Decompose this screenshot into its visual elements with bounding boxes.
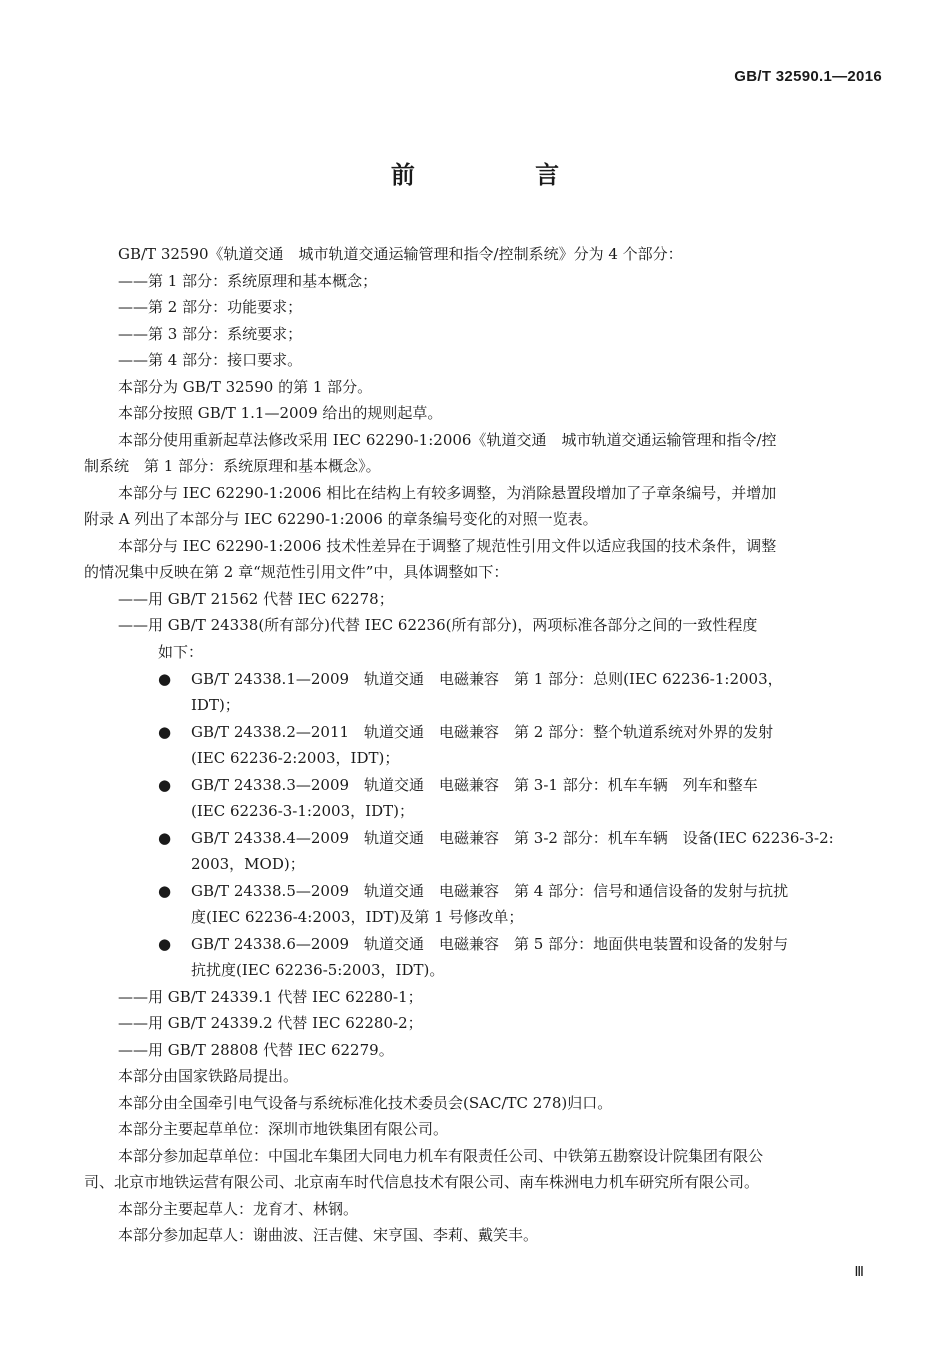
bullet-text: GB/T 24338.6—2009 轨道交通 电磁兼容 第 5 部分：地面供电装置和设备的发射与 — [191, 934, 789, 953]
participating-units: 本部分参加起草单位：中国北车集团大同电力机车有限责任公司、中铁第五勘察设计院集团有限公 — [118, 1146, 764, 1165]
bullet-text-continuation: 度(IEC 62236-4:2003，IDT)及第 1 号修改单； — [191, 908, 524, 926]
bullet-text-continuation: 抗扰度(IEC 62236-5:2003，IDT)。 — [191, 961, 445, 979]
bullet-item — [84, 666, 884, 693]
bullet-icon: ● — [158, 934, 172, 953]
bullet-text-continuation: (IEC 62236-2:2003，IDT)； — [191, 749, 400, 767]
part-item: ——第 3 部分：系统要求； — [118, 324, 303, 343]
participating-drafters: 本部分参加起草人：谢曲波、汪吉健、宋亨国、李莉、戴笑丰。 — [118, 1226, 539, 1244]
paragraph: 本部分使用重新起草法修改采用 IEC 62290-1:2006《轨道交通 城市轨道交通运输管理和指令/控 — [118, 430, 777, 449]
bullet-icon: ● — [158, 881, 172, 900]
bullet-text-continuation: (IEC 62236-3-1:2003，IDT)； — [191, 802, 414, 820]
reference-item: ——用 GB/T 28808 代替 IEC 62279。 — [118, 1040, 394, 1059]
centralized-by: 本部分由全国牵引电气设备与系统标准化技术委员会(SAC/TC 278)归口。 — [118, 1093, 613, 1112]
bullet-text-continuation: IDT)； — [191, 696, 240, 714]
participating-units-continuation: 司、北京市地铁运营有限公司、北京南车时代信息技术有限公司、南车株洲电力机车研究所有限公司。 — [84, 1173, 760, 1191]
bullet-item — [84, 719, 884, 746]
bullet-text: GB/T 24338.2—2011 轨道交通 电磁兼容 第 2 部分：整个轨道系统对外界的发射 — [191, 722, 774, 741]
paragraph-continuation: 制系统 第 1 部分：系统原理和基本概念》。 — [84, 457, 381, 475]
bullet-text: GB/T 24338.4—2009 轨道交通 电磁兼容 第 3-2 部分：机车车辆 设备(IEC 62236-3-2: — [191, 828, 834, 847]
bullet-text: GB/T 24338.5—2009 轨道交通 电磁兼容 第 4 部分：信号和通信设备的发射与抗扰 — [191, 881, 789, 900]
reference-item: ——用 GB/T 21562 代替 IEC 62278； — [118, 589, 394, 608]
part-item: ——第 2 部分：功能要求； — [118, 298, 303, 316]
paragraph-continuation: 附录 A 列出了本部分与 IEC 62290-1:2006 的章条编号变化的对照一览表。 — [84, 510, 598, 528]
part-item: ——第 1 部分：系统原理和基本概念； — [118, 271, 378, 290]
bullet-item — [84, 878, 884, 905]
intro-paragraph: GB/T 32590《轨道交通 城市轨道交通运输管理和指令/控制系统》分为 4 个部分： — [118, 245, 683, 263]
page-title: 前 言 — [390, 161, 616, 189]
bullet-item — [84, 772, 884, 799]
bullet-text: GB/T 24338.3—2009 轨道交通 电磁兼容 第 3-1 部分：机车车辆 列车和整车 — [191, 775, 758, 794]
bullet-text-continuation: 2003，MOD)； — [191, 855, 305, 873]
paragraph-continuation: 的情况集中反映在第 2 章“规范性引用文件”中，具体调整如下： — [84, 563, 509, 581]
reference-item-continuation: 如下： — [158, 642, 204, 661]
bullet-icon: ● — [158, 669, 172, 688]
bullet-icon: ● — [158, 722, 172, 741]
proposed-by: 本部分由国家铁路局提出。 — [118, 1067, 299, 1085]
preface-body — [84, 241, 884, 1249]
bullet-icon: ● — [158, 775, 172, 794]
page-number: Ⅲ — [854, 1265, 864, 1280]
paragraph: 本部分与 IEC 62290-1:2006 相比在结构上有较多调整，为消除悬置段增加了子章条编号，并增加 — [118, 483, 777, 502]
main-drafting-unit: 本部分主要起草单位：深圳市地铁集团有限公司。 — [118, 1120, 449, 1138]
reference-item: ——用 GB/T 24339.2 代替 IEC 62280-2； — [118, 1014, 423, 1032]
paragraph: 本部分为 GB/T 32590 的第 1 部分。 — [118, 377, 373, 396]
paragraph: 本部分按照 GB/T 1.1—2009 给出的规则起草。 — [118, 404, 443, 422]
bullet-item — [84, 931, 884, 958]
bullet-item — [84, 825, 884, 852]
reference-item: ——用 GB/T 24338(所有部分)代替 IEC 62236(所有部分)，两项标准各部分之间的一致性程度 — [118, 616, 758, 634]
paragraph: 本部分与 IEC 62290-1:2006 技术性差异在于调整了规范性引用文件以适应我国的技术条件，调整 — [118, 536, 777, 555]
standard-code: GB/T 32590.1—2016 — [734, 68, 882, 85]
part-item: ——第 4 部分：接口要求。 — [118, 351, 303, 369]
reference-item: ——用 GB/T 24339.1 代替 IEC 62280-1； — [118, 987, 423, 1006]
main-drafters: 本部分主要起草人：龙育才、林钢。 — [118, 1199, 359, 1218]
bullet-icon: ● — [158, 828, 172, 847]
bullet-list — [84, 666, 884, 984]
bullet-text: GB/T 24338.1—2009 轨道交通 电磁兼容 第 1 部分：总则(IEC 62236-1:2003， — [191, 669, 783, 688]
